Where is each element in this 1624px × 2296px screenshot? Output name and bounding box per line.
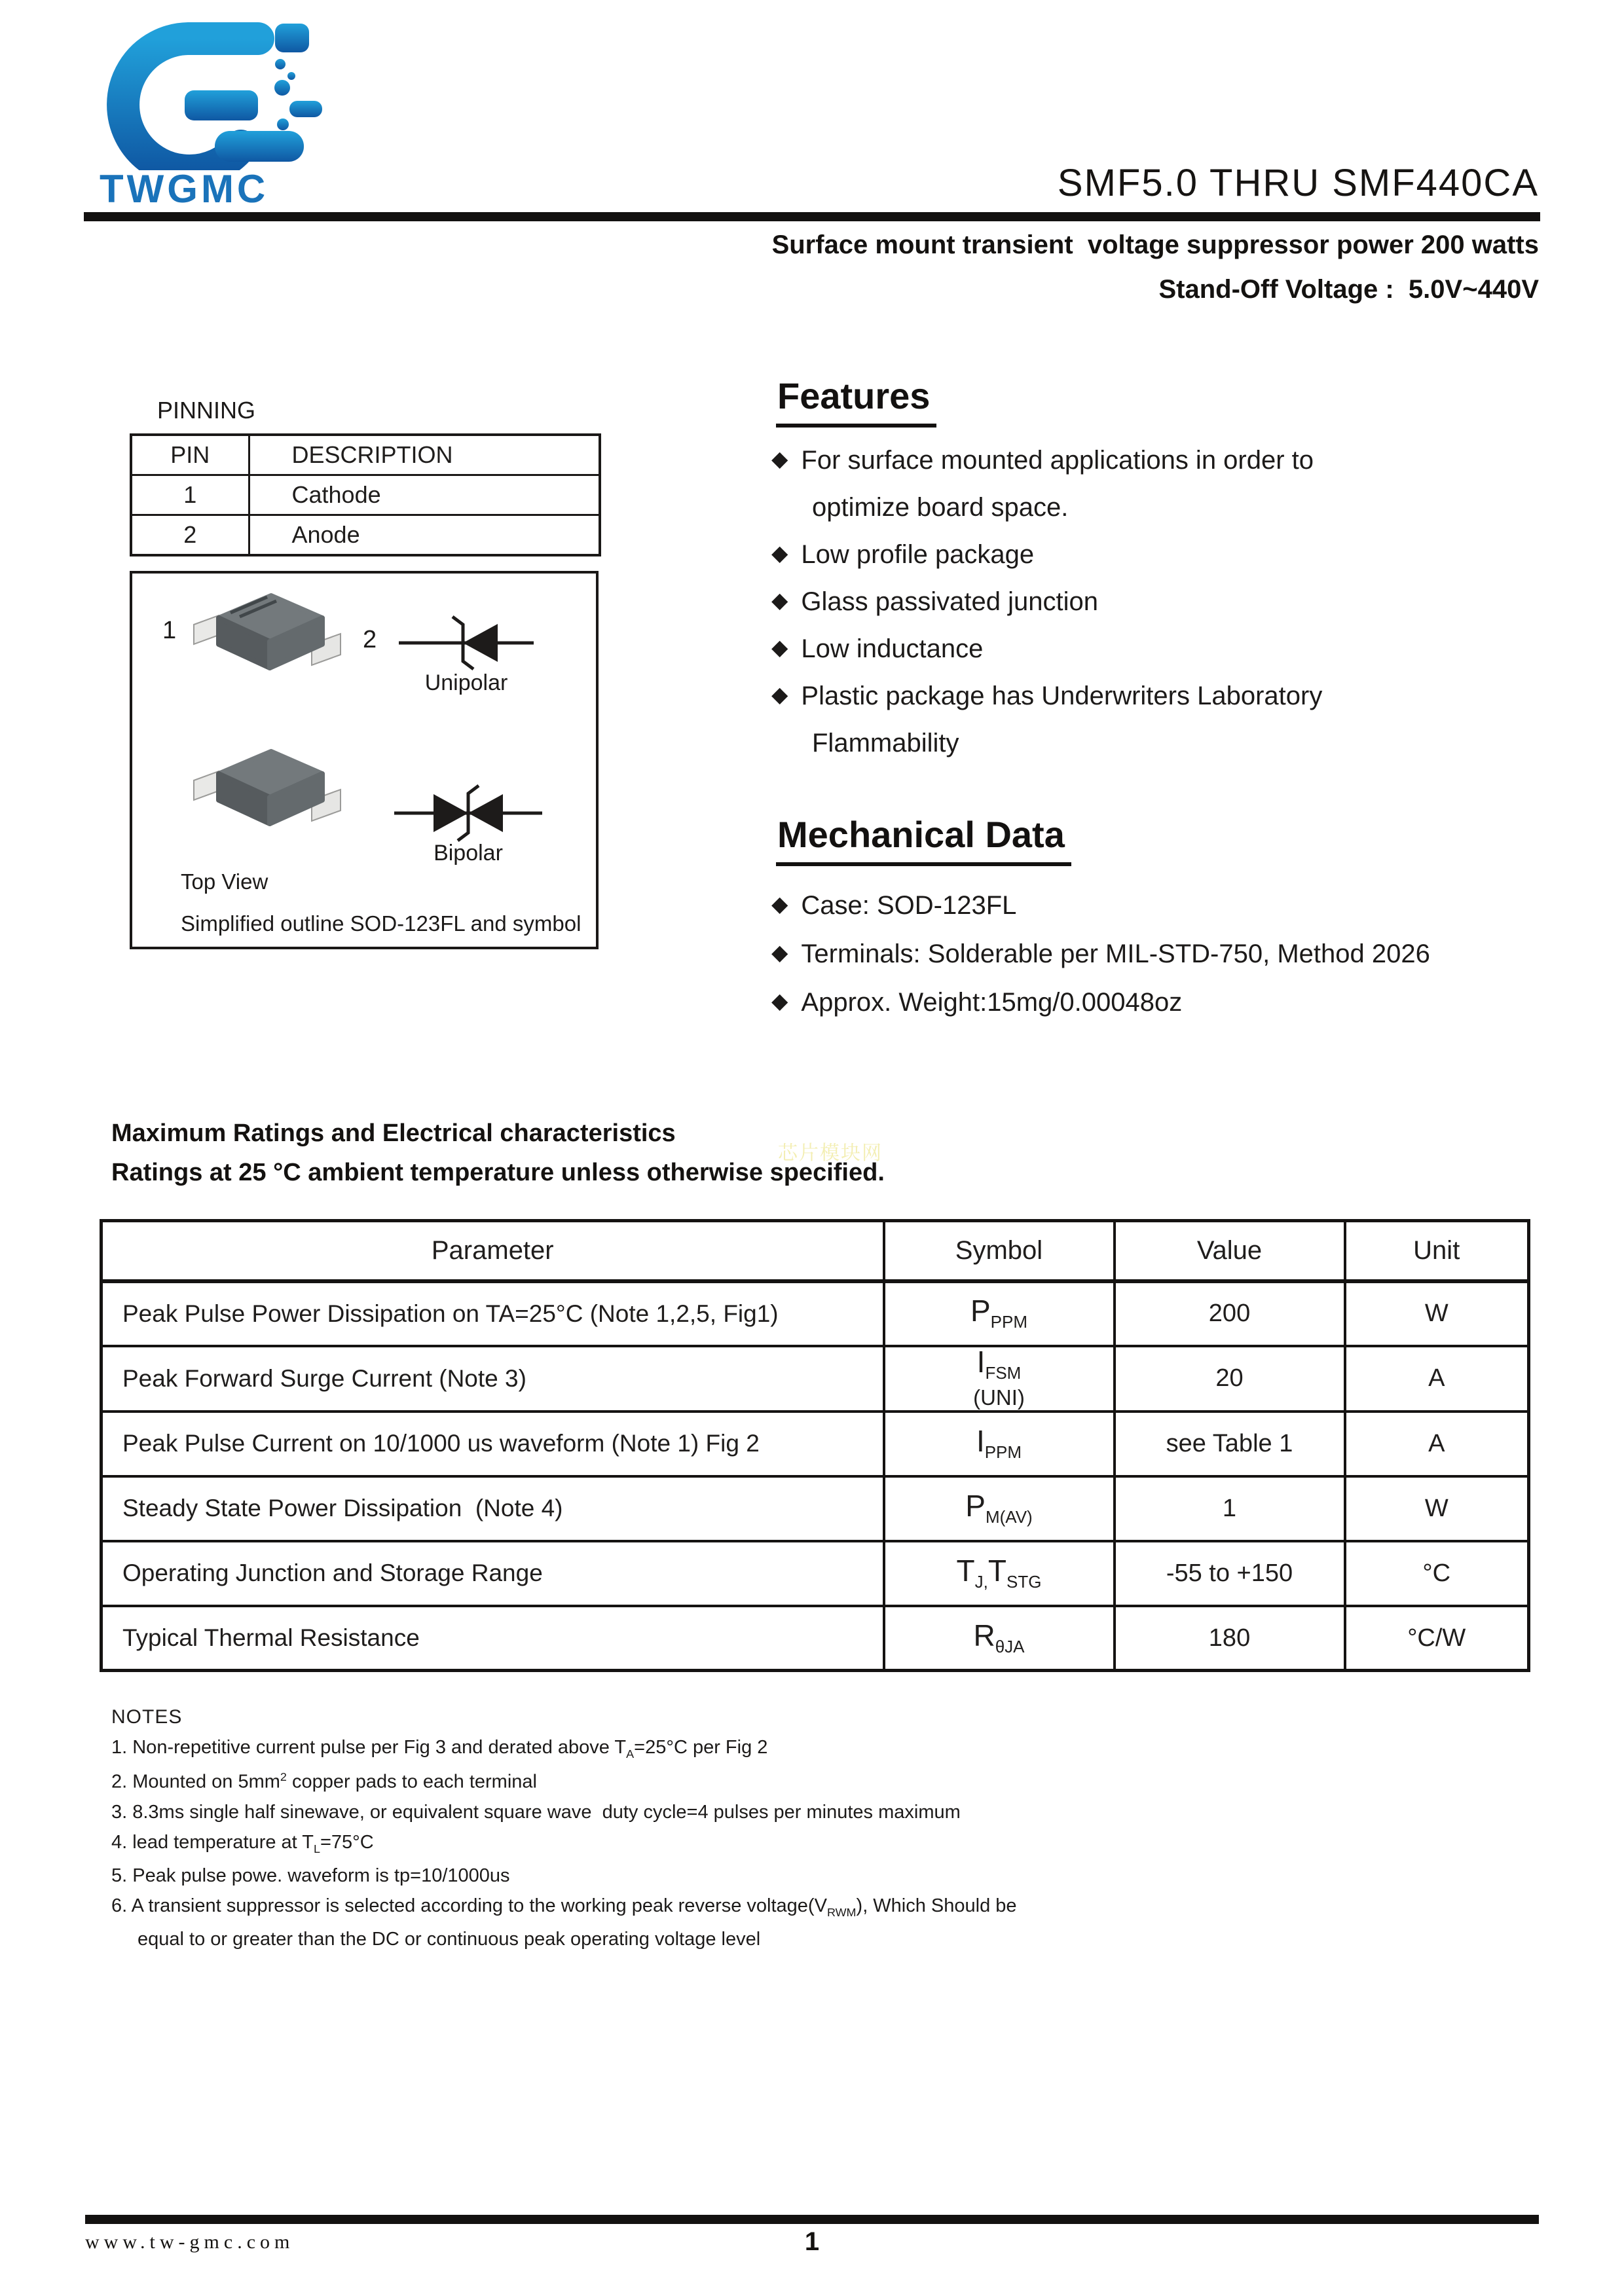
diamond-bullet-icon: ◆ xyxy=(771,940,788,964)
parameter-cell: Peak Forward Surge Current (Note 3) xyxy=(101,1346,884,1412)
footer-rule xyxy=(85,2215,1539,2224)
feature-text: Low inductance xyxy=(801,634,984,663)
diamond-bullet-icon: ◆ xyxy=(771,682,788,706)
note-line: 3. 8.3ms single half sinewave, or equivalent square wave duty cycle=4 pulses per minutes maximum xyxy=(111,1801,961,1823)
mechanical-text: Case: SOD-123FL xyxy=(801,891,1017,920)
page-title: SMF5.0 THRU SMF440CA xyxy=(1057,162,1539,204)
table-row xyxy=(101,1412,1529,1476)
list-item xyxy=(771,541,1544,568)
diamond-bullet-icon: ◆ xyxy=(771,635,788,659)
unit-cell: A xyxy=(1345,1412,1529,1476)
list-item xyxy=(771,989,1557,1016)
list-item xyxy=(771,446,1544,474)
top-view-label: Top View xyxy=(181,869,268,894)
unipolar-diode-symbol-icon xyxy=(397,611,535,674)
diamond-bullet-icon: ◆ xyxy=(771,541,788,565)
mechanical-text: Approx. Weight:15mg/0.00048oz xyxy=(801,988,1183,1017)
unit-cell: A xyxy=(1345,1346,1529,1412)
parameter-cell: Peak Pulse Power Dissipation on TA=25°C (Note 1,2,5, Fig1) xyxy=(101,1281,884,1346)
table-row xyxy=(131,475,600,515)
diamond-bullet-icon: ◆ xyxy=(771,892,788,916)
header-rule xyxy=(84,212,1540,221)
symbol-cell: $I_{PPM}$ xyxy=(884,1412,1115,1476)
value-cell: 20 xyxy=(1115,1346,1345,1412)
note-line: 4. lead temperature at $T_L=75^\circ C$ xyxy=(111,1832,374,1855)
ratings-col-parameter: Parameter xyxy=(101,1221,884,1281)
feature-text: Plastic package has Underwriters Laboratory xyxy=(801,682,1323,710)
pin-description: Cathode xyxy=(249,475,600,515)
feature-text: Glass passivated junction xyxy=(801,587,1098,616)
note-line: 6. A transient suppressor is selected according to the working peak reverse $voltage(V_{RWM})$, Which Should be xyxy=(111,1895,1017,1920)
parameter-cell: Peak Pulse Current on 10/1000 us waveform (Note 1) Fig 2 xyxy=(101,1412,884,1476)
list-item xyxy=(771,729,1544,757)
mechanical-section xyxy=(776,813,1071,866)
pin-number: 2 xyxy=(131,515,249,556)
features-list xyxy=(771,446,1544,757)
pinning-col-description: DESCRIPTION xyxy=(249,435,600,475)
page-number: 1 xyxy=(804,2227,820,2256)
ratings-col-value: Value xyxy=(1115,1221,1345,1281)
parameter-cell: Steady State Power Dissipation (Note 4) xyxy=(101,1476,884,1541)
pinning-header-row xyxy=(131,435,600,475)
value-cell: 180 xyxy=(1115,1606,1345,1671)
features-heading: Features xyxy=(776,374,936,428)
list-item xyxy=(771,682,1544,710)
unit-cell: °C xyxy=(1345,1541,1529,1606)
symbol-cell: $T_{J,}T_{STG}$ xyxy=(884,1541,1115,1606)
bipolar-diode-symbol-icon xyxy=(393,782,544,845)
value-cell: see Table 1 xyxy=(1115,1412,1345,1476)
symbol-cell: $P_{PPM}$ xyxy=(884,1281,1115,1346)
ratings-col-unit: Unit xyxy=(1345,1221,1529,1281)
pin2-label: 2 xyxy=(363,626,377,653)
symbol-cell: $R_{\theta JA}$ xyxy=(884,1606,1115,1671)
feature-text: Low profile package xyxy=(801,540,1035,569)
bipolar-label: Bipolar xyxy=(434,841,503,866)
value-cell: 1 xyxy=(1115,1476,1345,1541)
package-3d-unipolar-image xyxy=(186,583,346,693)
logo-wordmark: TWGMC xyxy=(100,167,269,211)
pin-number: 1 xyxy=(131,475,249,515)
diamond-bullet-icon: ◆ xyxy=(771,446,788,471)
mechanical-heading: Mechanical Data xyxy=(776,813,1071,866)
feature-text: For surface mounted applications in order to xyxy=(801,446,1314,475)
unit-cell: W xyxy=(1345,1281,1529,1346)
table-row xyxy=(131,515,600,556)
table-row xyxy=(101,1606,1529,1671)
footer-website: www.tw-gmc.com xyxy=(85,2231,295,2253)
ratings-col-symbol: Symbol xyxy=(884,1221,1115,1281)
feature-text: optimize board space. xyxy=(812,493,1069,522)
mechanical-text: Terminals: Solderable per MIL-STD-750, Method 2026 xyxy=(801,939,1430,968)
ratings-table xyxy=(100,1219,1530,1672)
value-cell: 200 xyxy=(1115,1281,1345,1346)
unit-cell: W xyxy=(1345,1476,1529,1541)
subtitle-power: Surface mount transient voltage suppressor power 200 watts xyxy=(771,230,1539,259)
note-line: 5. Peak pulse powe. waveform is tp=10/1000us xyxy=(111,1865,510,1886)
watermark-text: 芯片模块网 xyxy=(778,1142,883,1164)
unit-cell: °C/W xyxy=(1345,1606,1529,1671)
pinning-heading: PINNING xyxy=(157,397,256,424)
list-item xyxy=(771,892,1557,919)
symbol-cell: $P_{M(AV)}$ xyxy=(884,1476,1115,1541)
table-row xyxy=(101,1541,1529,1606)
note-line: 1. Non-repetitive current pulse per Fig 3 and derated above $T_A=25^\circ C$ per Fig 2 xyxy=(111,1737,768,1760)
pinning-col-pin: PIN xyxy=(131,435,249,475)
ratings-title-line2: Ratings at 25 °C ambient temperature unless otherwise specified. xyxy=(111,1159,885,1186)
company-logo xyxy=(86,7,322,170)
ratings-header-row xyxy=(101,1221,1529,1281)
value-cell: -55 to +150 xyxy=(1115,1541,1345,1606)
note-line: 2. Mounted on $5mm^2$ copper pads to each terminal xyxy=(111,1770,537,1793)
feature-text: Flammability xyxy=(812,729,959,757)
ratings-table-body xyxy=(101,1281,1529,1671)
list-item xyxy=(771,588,1544,615)
logo-g-mark-icon xyxy=(86,7,322,170)
pin-description: Anode xyxy=(249,515,600,556)
parameter-cell: Operating Junction and Storage Range xyxy=(101,1541,884,1606)
ratings-title-line1: Maximum Ratings and Electrical characteristics xyxy=(111,1120,676,1147)
notes-section xyxy=(111,1706,1369,1949)
list-item xyxy=(771,635,1544,663)
outline-caption: Simplified outline SOD-123FL and symbol xyxy=(181,911,581,936)
table-row xyxy=(101,1346,1529,1412)
notes-lines xyxy=(111,1738,1369,1949)
subtitle-standoff: Stand-Off Voltage : 5.0V~440V xyxy=(1158,275,1539,304)
mechanical-list xyxy=(771,892,1557,1016)
package-outline-box xyxy=(130,571,599,949)
unipolar-label: Unipolar xyxy=(424,670,508,695)
list-item xyxy=(771,940,1557,968)
pin1-label: 1 xyxy=(162,617,177,644)
symbol-cell: $I_{FSM}$ (UNI) xyxy=(884,1346,1115,1412)
table-row xyxy=(101,1476,1529,1541)
parameter-cell: Typical Thermal Resistance xyxy=(101,1606,884,1671)
note-line: equal to or greater than the DC or continuous peak operating voltage level xyxy=(138,1928,761,1950)
features-section xyxy=(776,374,936,428)
package-3d-bipolar-image xyxy=(186,738,346,848)
notes-heading: NOTES xyxy=(111,1706,183,1728)
pinning-table xyxy=(130,433,601,556)
diamond-bullet-icon: ◆ xyxy=(771,989,788,1013)
table-row xyxy=(101,1281,1529,1346)
list-item xyxy=(771,494,1544,521)
diamond-bullet-icon: ◆ xyxy=(771,588,788,612)
